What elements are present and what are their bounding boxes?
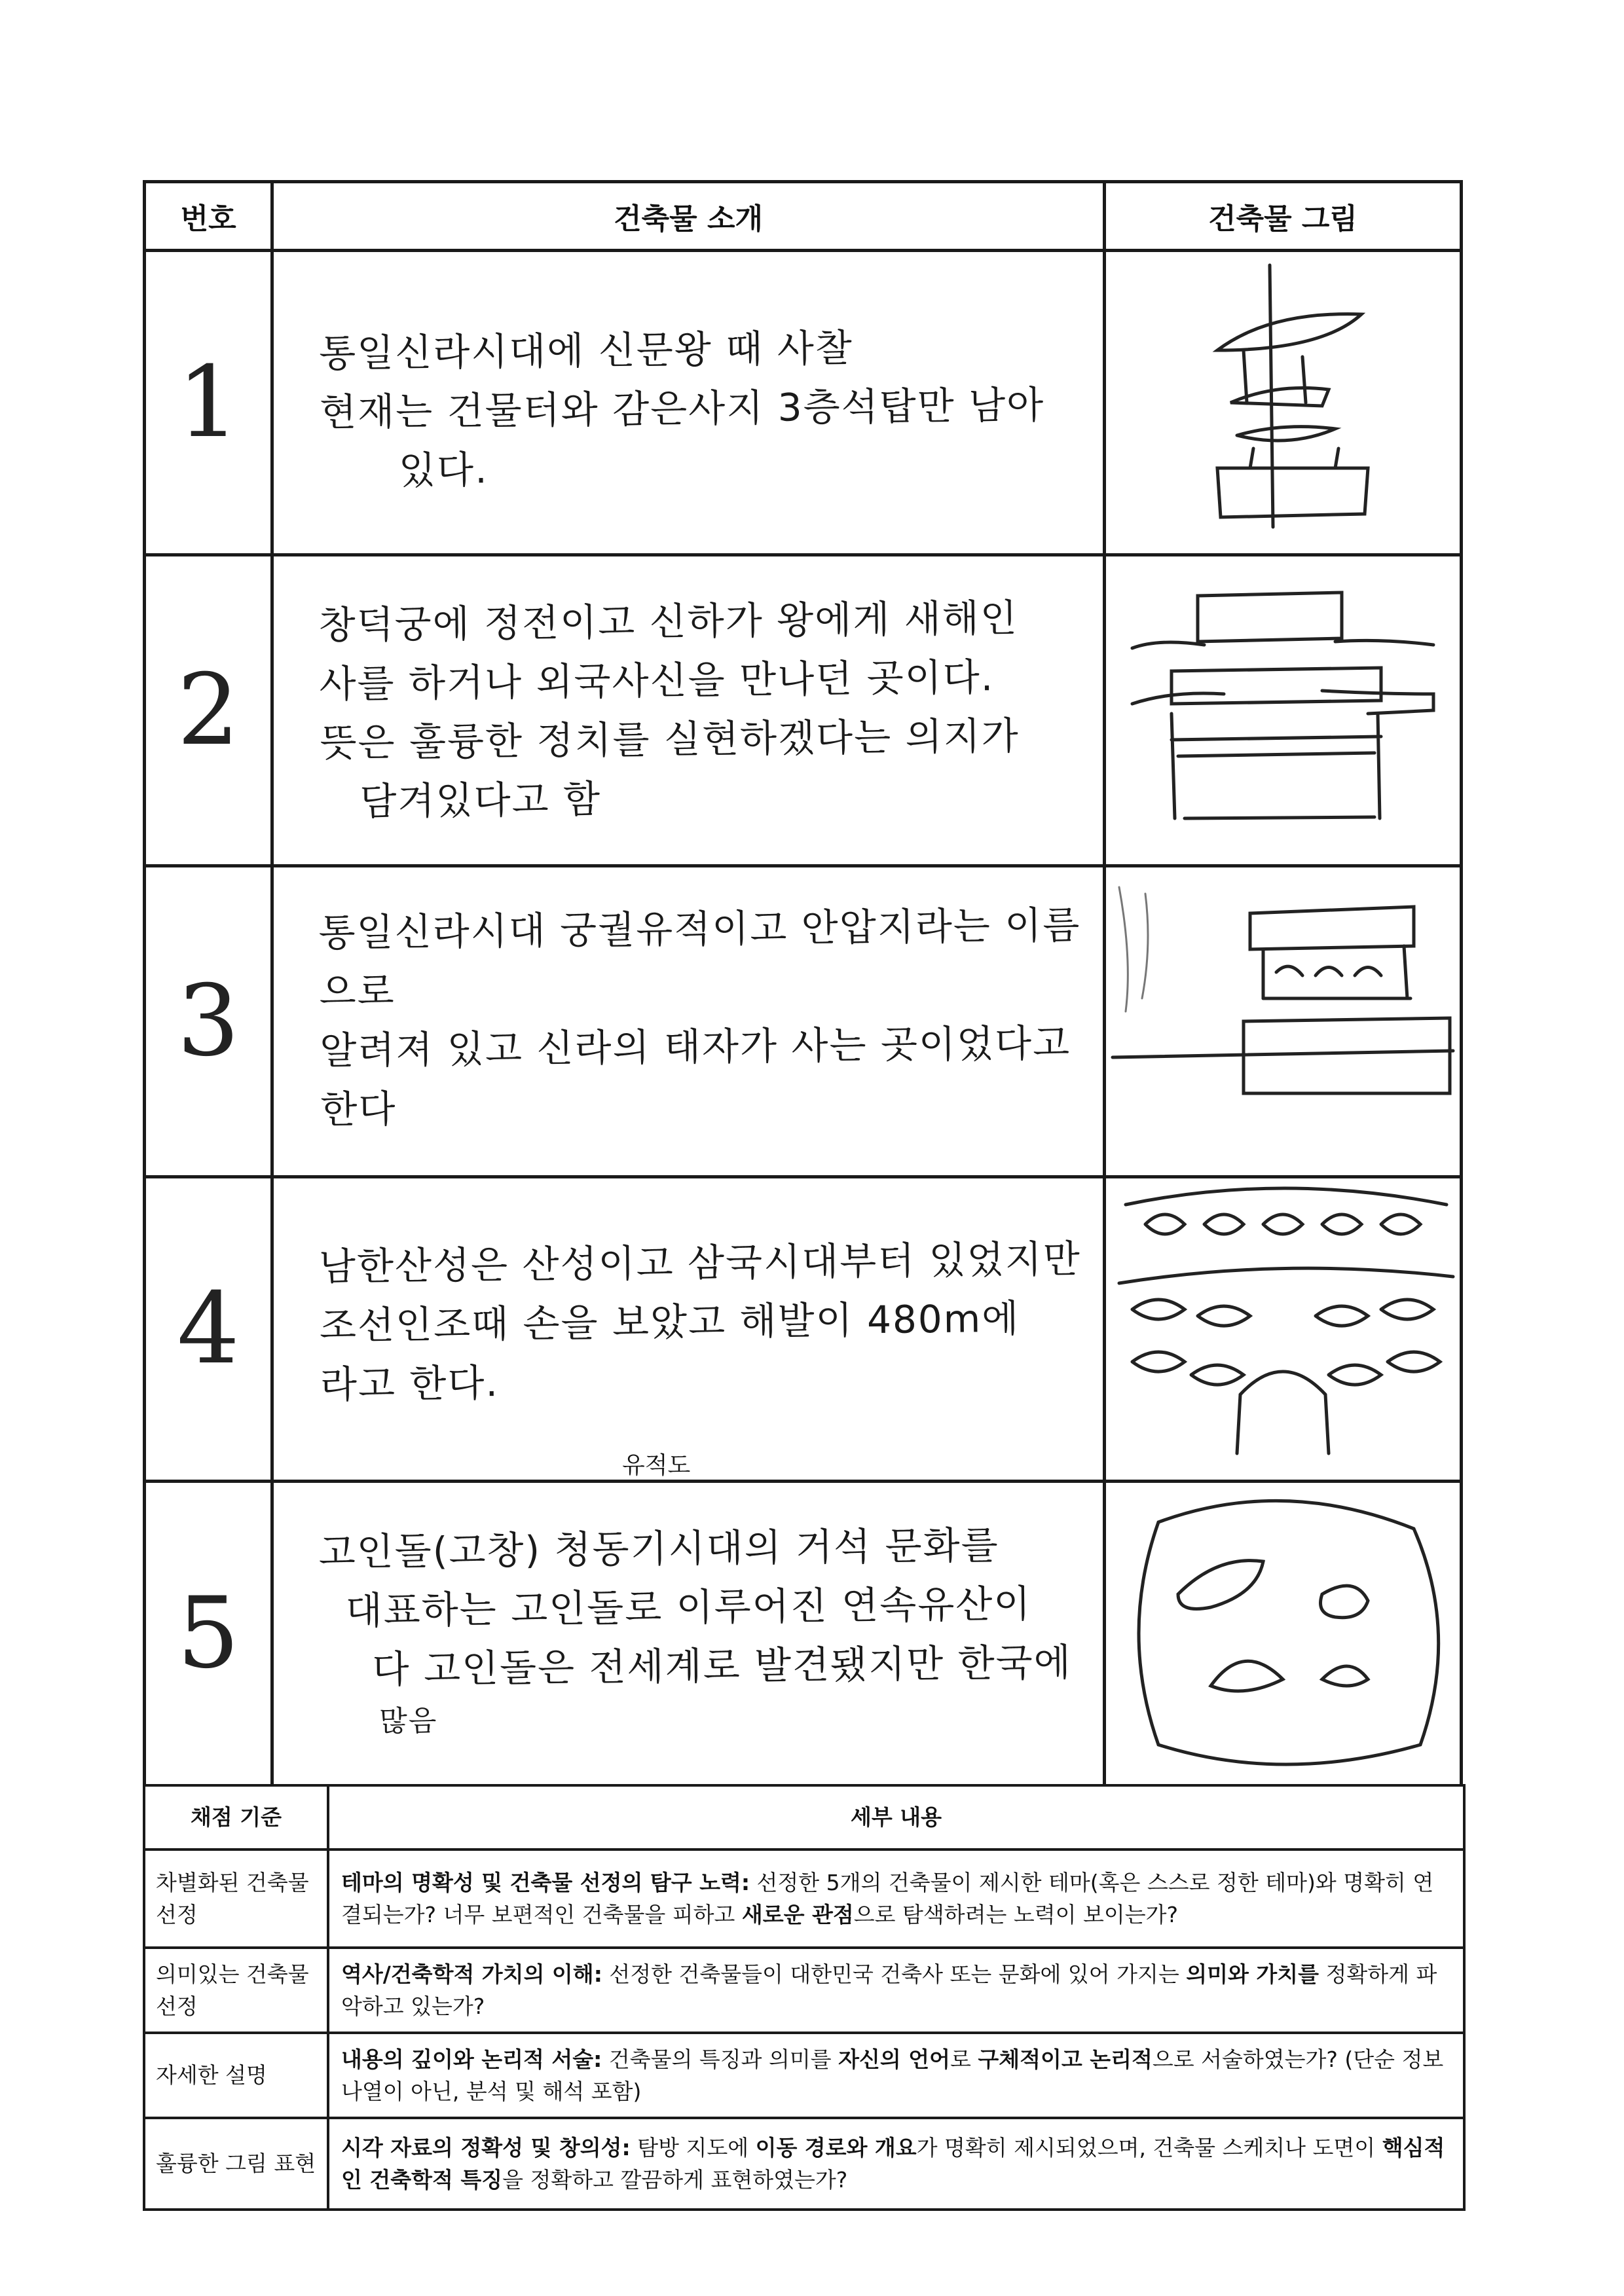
rubric-detail-bold: 시각 자료의 정확성 및 창의성:: [341, 2134, 631, 2160]
drawing-cell: [1104, 1482, 1461, 1786]
rubric-header-details: 세부 내용: [328, 1785, 1464, 1850]
rubric-detail-text: 로: [950, 2046, 978, 2072]
rubric-detail-bold: 의미와 가치를: [1186, 1961, 1320, 1987]
rubric-criteria: 자세한 설명: [144, 2033, 328, 2118]
intro-line: 조선인조때 손을 보았고 해발이 480m에: [319, 1296, 1020, 1348]
rubric-detail-text: 탐방 지도에: [630, 2134, 756, 2160]
rubric-detail-text: 으로 탐색하려는 노력이 보이는가?: [853, 1902, 1179, 1927]
row-number: 4: [145, 1177, 272, 1482]
intro-line: 창덕궁에 정전이고 신하가 왕에게 새해인: [318, 595, 1019, 648]
table-row: [145, 1177, 1462, 1482]
rubric-detail-bold: 구체적이고 논리적: [978, 2046, 1153, 2072]
row-number: 3: [145, 866, 272, 1177]
header-number: 번호: [145, 182, 272, 251]
intro-line: 담겨있다고 함: [360, 776, 602, 824]
rubric-detail-text: 가 명확히 제시되었으며, 건축물 스케치나 도면이: [916, 2134, 1382, 2160]
palace-hall-sketch: [1106, 556, 1460, 864]
drawing-cell: [1104, 251, 1461, 555]
intro-cell: [272, 1177, 1105, 1482]
rubric-table: [143, 1784, 1466, 2211]
intro-line: 통일신라시대에 신문왕 때 사찰: [319, 325, 854, 376]
rubric-header-row: [144, 1785, 1464, 1850]
rubric-detail-text: 선정한 5개의 건축물이 제시한 테마(혹은 스스로 정한 테마)와 명확히 연결되는가? 너무 보편적인 건축물을 피하고: [341, 1869, 1434, 1927]
rubric-criteria: 훌륭한 그림 표현: [144, 2118, 328, 2210]
rubric-detail-text: 건축물의 특징과 의미를: [602, 2046, 839, 2072]
rubric-details: [328, 1948, 1464, 2033]
intro-cell: [272, 1482, 1105, 1786]
intro-line: 남한산성은 산성이고 삼국시대부터 있었지만: [318, 1236, 1082, 1290]
drawing-cell: [1104, 866, 1461, 1177]
building-table: [143, 180, 1463, 1787]
table-row: [145, 866, 1462, 1177]
intro-line: 통일신라시대 궁궐유적이고 안압지라는 이름으로: [318, 902, 1081, 1015]
pavilion-pond-sketch: [1106, 867, 1460, 1175]
rubric-detail-text: 을 정확하고 깔끔하게 표현하였는가?: [502, 2167, 848, 2193]
intro-line: 라고 한다.: [320, 1360, 500, 1407]
table-row: [145, 251, 1462, 555]
header-intro: 건축물 소개: [272, 182, 1105, 251]
drawing-cell: [1104, 1177, 1461, 1482]
table-row: [145, 555, 1462, 866]
intro-line: 고인돌(고창) 청동기시대의 거석 문화를: [318, 1523, 1000, 1575]
rubric-detail-text: 으로 서술하였는가? (단순 정보 나열이 아닌, 분석 및 해석 포함): [341, 2046, 1444, 2104]
header-drawing: 건축물 그림: [1104, 182, 1461, 251]
intro-line: 다 고인돌은 전세계로 발견됐지만 한국에: [372, 1639, 1073, 1692]
table-row: [145, 1482, 1462, 1786]
intro-line: 사를 하거나 외국사신을 만나던 곳이다.: [319, 655, 995, 707]
rubric-detail-bold: 역사/건축학적 가치의 이해:: [341, 1961, 602, 1987]
rubric-row: [144, 1850, 1464, 1948]
rubric-row: [144, 1948, 1464, 2033]
rubric-row: [144, 2033, 1464, 2118]
rubric-detail-text: 정확하게 파악하고 있는가?: [341, 1961, 1437, 2019]
intro-cell: [272, 866, 1105, 1177]
rubric-detail-bold: 자신의 언어: [838, 2046, 950, 2072]
margin-note: 유적도: [622, 1452, 691, 1479]
dolmen-sketch: [1106, 1483, 1460, 1784]
table-header-row: [145, 182, 1462, 251]
row-number: 1: [145, 251, 272, 555]
intro-cell: [272, 555, 1105, 866]
rubric-detail-text: 선정한 건축물들이 대한민국 건축사 또는 문화에 있어 가지는: [602, 1961, 1187, 1987]
fortress-gate-sketch: [1106, 1178, 1460, 1480]
intro-cell: [272, 251, 1105, 555]
intro-line: 대표하는 고인돌로 이루어진 연속유산이: [345, 1581, 1032, 1633]
pagoda-sketch: [1106, 252, 1460, 553]
rubric-detail-bold: 내용의 깊이와 논리적 서술:: [341, 2046, 602, 2072]
rubric-row: [144, 2118, 1464, 2210]
drawing-cell: [1104, 555, 1461, 866]
intro-line: 있다.: [398, 447, 489, 493]
rubric-criteria: 차별화된 건축물 선정: [144, 1850, 328, 1948]
rubric-details: [328, 2033, 1464, 2118]
intro-line: 현재는 건물터와 감은사지 3층석탑만 남아: [319, 382, 1045, 435]
rubric-detail-bold: 이동 경로와 개요: [755, 2134, 917, 2160]
rubric-header-criteria: 채점 기준: [144, 1785, 328, 1850]
intro-line: 알려져 있고 신라의 태자가 사는 곳이었다고: [320, 1020, 1071, 1073]
rubric-detail-bold: 핵심적인 건축학적 특징: [341, 2134, 1445, 2193]
row-number: 5: [145, 1482, 272, 1786]
rubric-details: [328, 2118, 1464, 2210]
intro-line: 한다: [320, 1086, 397, 1132]
rubric-criteria: 의미있는 건축물 선정: [144, 1948, 328, 2033]
rubric-detail-bold: 새로운 관점: [741, 1902, 854, 1927]
intro-line: 뜻은 훌륭한 정치를 실현하겠다는 의지가: [320, 713, 1020, 765]
rubric-details: [328, 1850, 1464, 1948]
intro-line: 많음: [379, 1704, 438, 1738]
rubric-detail-bold: 테마의 명확성 및 건축물 선정의 탐구 노력:: [341, 1869, 750, 1895]
row-number: 2: [145, 555, 272, 866]
